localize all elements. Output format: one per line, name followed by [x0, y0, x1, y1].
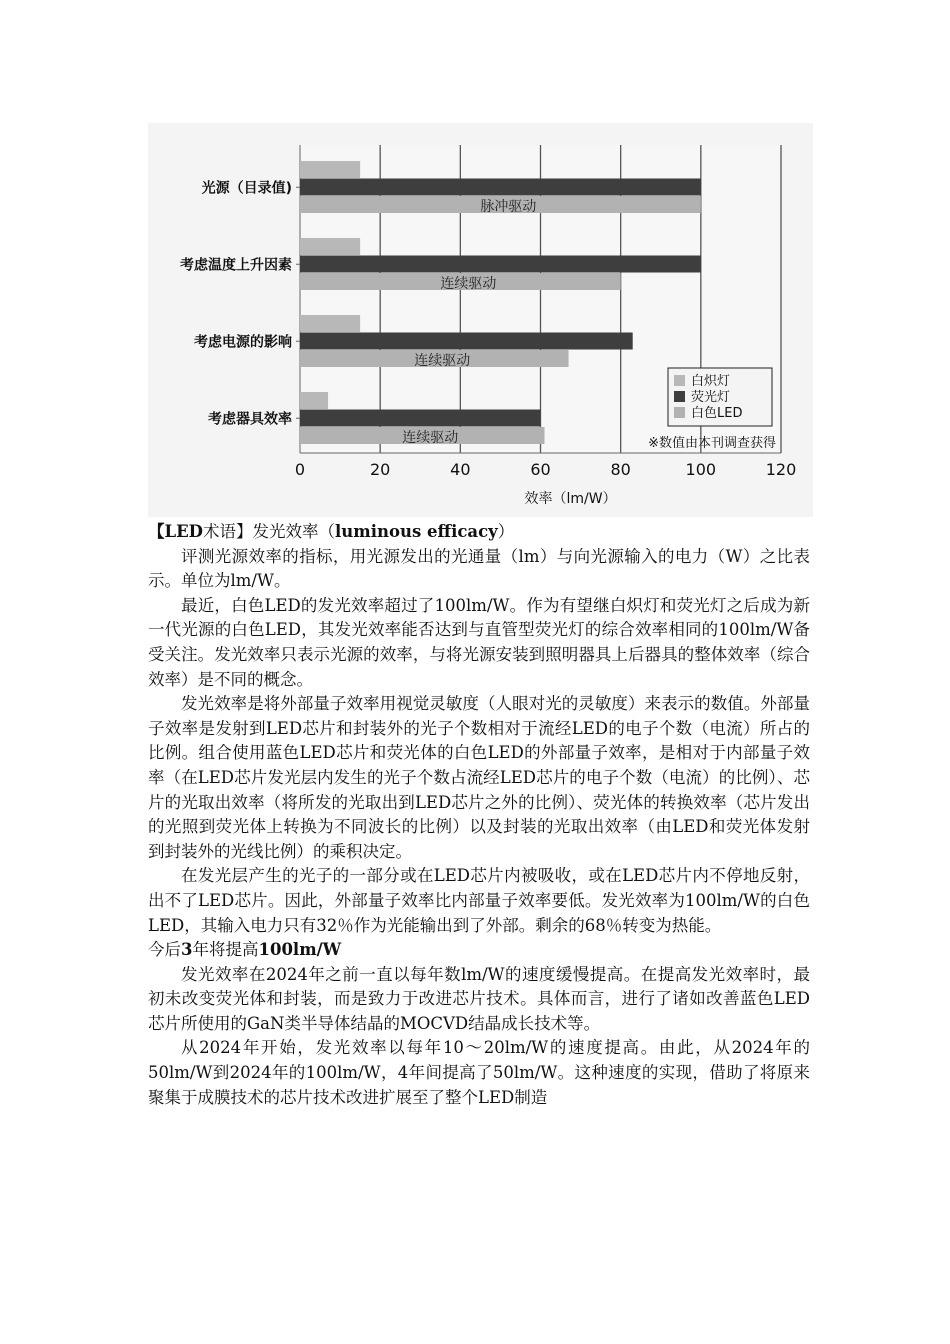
- bar-fluorescent: [300, 410, 541, 427]
- paragraph-4: 在发光层产生的光子的一部分或在LED芯片内被吸收，或在LED芯片内不停地反射，出不了LED芯片。因此，外部量子效率比内部量子效率要低。发光效率为100lm/W的白色LED，其输入电力只有32％作为光能输出到了外部。剩余的68％转变为热能。: [148, 866, 810, 935]
- category-label: 考虑温度上升因素: [180, 257, 292, 274]
- heading-mid: 术语】发光效率（: [203, 522, 335, 541]
- subheading-prefix: 今后: [148, 940, 181, 960]
- legend-label: 白炽灯: [691, 374, 731, 389]
- section-subheading: [148, 938, 810, 963]
- bar-annotation: 连续驱动: [402, 430, 459, 446]
- bar-annotation: 脉冲驱动: [480, 199, 537, 215]
- chart-canvas: [148, 123, 813, 517]
- chart-note: ※数值由本刊调查获得: [648, 436, 776, 451]
- x-tick-label: 40: [450, 460, 471, 479]
- bar-fluorescent: [300, 333, 633, 350]
- subheading-mid: 年将提高: [192, 940, 259, 960]
- bar-incandescent: [300, 392, 328, 409]
- bar-annotation: 连续驱动: [440, 276, 497, 292]
- bar-incandescent: [300, 161, 360, 178]
- heading-term: luminous efficacy: [335, 522, 498, 541]
- paragraph-1: 评测光源效率的指标，用光源发出的光通量（lm）与向光源输入的电力（W）之比表示。单位为lm/W。: [148, 546, 810, 591]
- x-axis-title: 效率（lm/W）: [524, 491, 617, 507]
- subheading-value: 100lm/W: [258, 940, 342, 960]
- heading-prefix: 【LED: [148, 522, 203, 541]
- paragraph-3: 发光效率是将外部量子效率用视觉灵敏度（人眼对光的灵敏度）来表示的数值。外部量子效率是发射到LED芯片和封装外的光子个数相对于流经LED的电子个数（电流）所占的比例。组合使用蓝色LED芯片和荧光体的白色LED的外部量子效率，是相对于内部量子效率（在LED芯片发光层内发生的光子个数占流经LED芯片的电子个数（电流）的比例）、芯片的光取出效率（将所发的光取出到LED芯片之外的比例）、荧光体的转换效率（芯片发出的光照到荧光体上转换为不同波长的比例）以及封装的光取出效率（由LED和荧光体发射到封装外的光线比例）的乘积决定。: [148, 694, 810, 861]
- paragraph-2: 最近，白色LED的发光效率超过了100lm/W。作为有望继白炽灯和荧光灯之后成为新一代光源的白色LED，其发光效率能否达到与直管型荧光灯的综合效率相同的100lm/W备受关注。发光效率只表示光源的效率，与将光源安装到照明器具上后器具的整体效率（综合效率）是不同的概念。: [148, 595, 810, 689]
- legend-swatch: [674, 391, 685, 402]
- heading-suffix: ）: [497, 522, 515, 541]
- x-tick-label: 80: [610, 460, 631, 479]
- legend-label: 白色LED: [691, 406, 743, 421]
- x-tick-label: 100: [685, 460, 717, 479]
- paragraph-5: 发光效率在2024年之前一直以每年数lm/W的速度缓慢提高。在提高发光效率时，最初未改变荧光体和封装，而是致力于改进芯片技术。具体而言，进行了诸如改善蓝色LED芯片所使用的GaN类半导体结晶的MOCVD结晶成长技术等。: [148, 964, 810, 1033]
- category-label: 考虑器具效率: [208, 411, 292, 428]
- bar-fluorescent: [300, 179, 701, 196]
- legend-swatch: [674, 407, 685, 418]
- category-label: 光源（目录值): [201, 180, 292, 197]
- x-tick-label: 120: [765, 460, 797, 479]
- paragraph-6: 从2024年开始，发光效率以每年10～20lm/W的速度提高。由此，从2024年的50lm/W到2024年的100lm/W，4年间提高了50lm/W。这种速度的实现，借助了将原来聚集于成膜技术的芯片技术改进扩展至了整个LED制造: [148, 1038, 810, 1107]
- x-tick-label: 20: [369, 460, 391, 479]
- efficacy-bar-chart: [148, 123, 813, 517]
- subheading-bold: 3: [181, 940, 193, 960]
- x-tick-label: 60: [530, 460, 551, 479]
- category-label: 考虑电源的影响: [194, 334, 292, 351]
- article-heading: [148, 520, 810, 545]
- legend-label: 荧光灯: [691, 390, 731, 405]
- legend-swatch: [674, 375, 685, 386]
- article: [148, 520, 810, 1110]
- bar-annotation: 连续驱动: [414, 353, 471, 369]
- bar-incandescent: [300, 238, 360, 255]
- bar-incandescent: [300, 315, 360, 332]
- x-tick-label: 0: [294, 460, 306, 479]
- bar-fluorescent: [300, 256, 701, 273]
